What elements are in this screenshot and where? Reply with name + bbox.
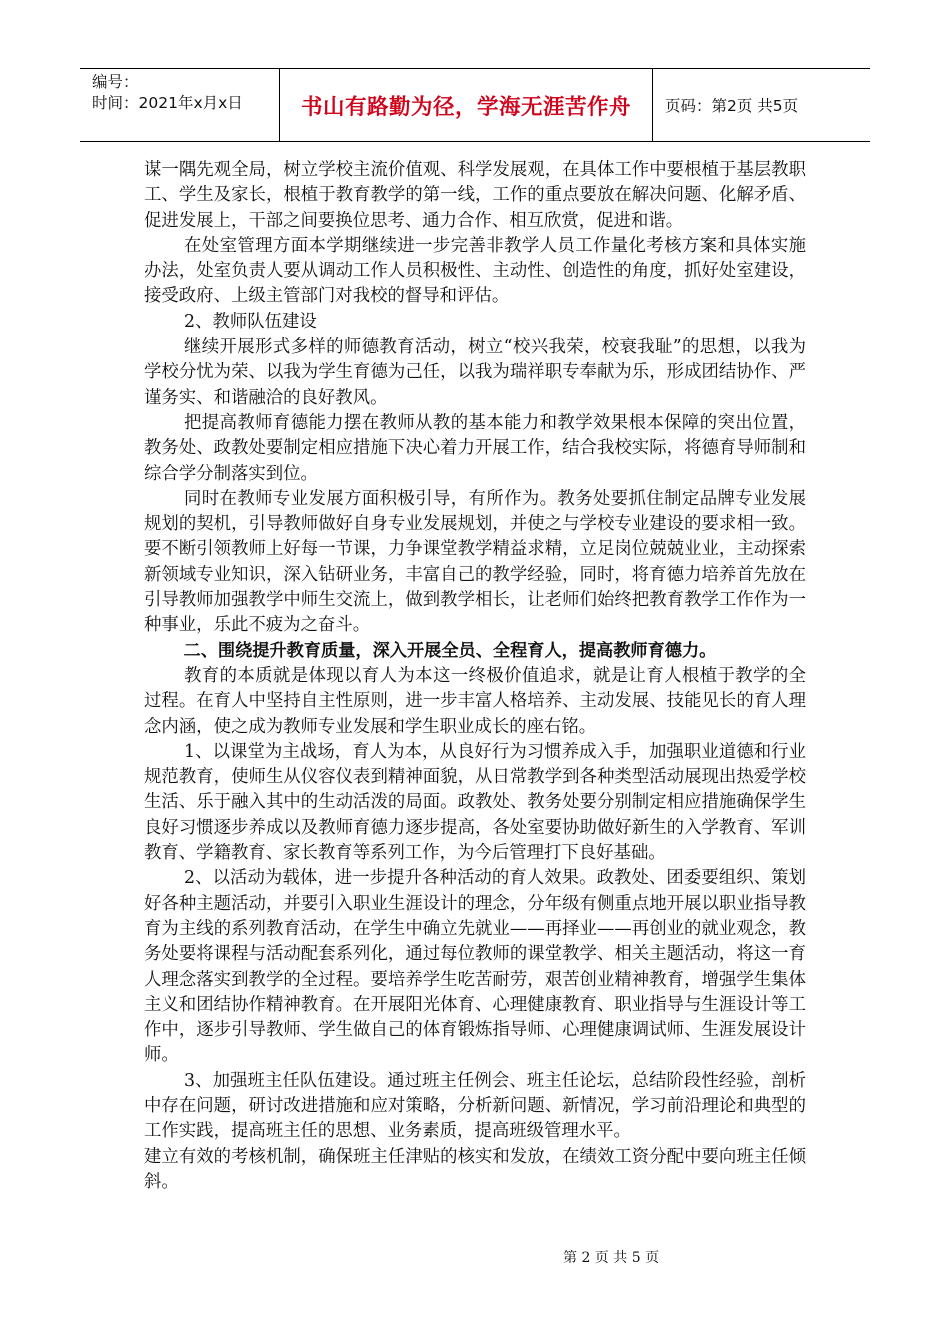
header-motto: 书山有路勤为径，学海无涯苦作舟 xyxy=(300,94,631,120)
paragraph: 把提高教师育德能力摆在教师从教的基本能力和教学效果根本保障的突出位置，教务处、政教处要制定相应措施下决心着力开展工作，结合我校实际，将德育导师制和综合学分制落实到位。 xyxy=(144,412,806,484)
header-meta xyxy=(80,69,280,141)
paragraph: 谋一隅先观全局，树立学校主流价值观、科学发展观，在具体工作中要根植于基层教职工、学生及家长，根植于教育教学的第一线，工作的重点要放在解决问题、化解矛盾、促进发展上，干部之间要换位思考、通力合作、相互欣赏，促进和谐。 xyxy=(144,160,806,231)
chapter-heading: 二、围绕提升教育质量，深入开展全员、全程育人，提高教师育德力。 xyxy=(183,640,717,661)
paragraph: 1、以课堂为主战场，育人为本，从良好行为习惯养成入手，加强职业道德和行业规范教育，使师生从仪容仪表到精神面貌，从日常教学到各种类型活动展现出热爱学校生活、乐于融入其中的生动活泼的局面。政教处、教务处要分别制定相应措施确保学生良好习惯逐步养成以及教师育德力逐步提高，各处室要协助做好新生的入学教育、军训教育、学籍教育、家长教育等系列工作，为今后管理打下良好基础。 xyxy=(144,741,806,864)
document-date: 时间：2021年x月x日 xyxy=(92,94,243,112)
document-number-label: 编号： xyxy=(92,73,139,91)
header-page-info xyxy=(653,69,870,141)
paragraph: 2、以活动为载体，进一步提升各种活动的育人效果。政教处、团委要组织、策划好各种主题活动，并要引入职业生涯设计的理念，分年级有侧重点地开展以职业指导教育为主线的系列教育活动，在学生中确立先就业——再择业——再创业的就业观念，教务处要将课程与活动配套系列化，通过每位教师的课堂教学、相关主题活动，将这一育人理念落实到教学的全过程。要培养学生吃苦耐劳，艰苦创业精神教育，增强学生集体主义和团结协作精神教育。在开展阳光体育、心理健康教育、职业指导与生涯设计等工作中，逐步引导教师、学生做自己的体育锻炼指导师、心理健康调试师、生涯发展设计师。 xyxy=(144,868,806,1066)
paragraph: 教育的本质就是体现以育人为本这一终极价值追求，就是让育人根植于教学的全过程。在育人中坚持自主性原则，进一步丰富人格培养、主动发展、技能见长的育人理念内涵，使之成为教师专业发展和学生职业成长的座右铭。 xyxy=(144,665,806,737)
footer-page-number: 第 2 页 共 5 页 xyxy=(563,1250,660,1266)
header-motto-cell xyxy=(280,69,653,141)
section-heading: 2、教师队伍建设 xyxy=(184,311,317,332)
paragraph: 在处室管理方面本学期继续进一步完善非教学人员工作量化考核方案和具体实施办法，处室负责人要从调动工作人员积极性、主动性、创造性的角度，抓好处室建设，接受政府、上级主管部门对我校的督导和评估。 xyxy=(144,235,806,307)
document-body xyxy=(144,158,806,1195)
paragraph: 同时在教师专业发展方面积极引导，有所作为。教务处要抓住制定品牌专业发展规划的契机，引导教师做好自身专业发展规划，并使之与学校专业建设的要求相一致。要不断引领教师上好每一节课，力争课堂教学精益求精，立足岗位兢兢业业，主动探索新领域专业知识，深入钻研业务，丰富自己的教学经验，同时，将育德力培养首先放在引导教师加强教学中师生交流上，做到教学相长，让老师们始终把教育教学工作作为一种事业，乐此不疲为之奋斗。 xyxy=(144,488,806,636)
paragraph: 继续开展形式多样的师德教育活动，树立“校兴我荣，校衰我耻”的思想，以我为学校分忧为荣、以我为学生育德为己任，以我为瑞祥职专奉献为乐，形成团结协作、严谨务实、和谐融洽的良好教风。 xyxy=(144,337,806,408)
header-page-number: 页码：第2页 共5页 xyxy=(665,97,799,115)
page-header xyxy=(80,68,870,142)
paragraph: 3、加强班主任队伍建设。通过班主任例会、班主任论坛，总结阶段性经验，剖析中存在问题，研讨改进措施和应对策略，分析新问题、新情况，学习前沿理论和典型的工作实践，提高班主任的思想、业务素质，提高班级管理水平。 xyxy=(144,1070,806,1142)
paragraph: 建立有效的考核机制，确保班主任津贴的核实和发放，在绩效工资分配中要向班主任倾斜。 xyxy=(144,1146,806,1192)
